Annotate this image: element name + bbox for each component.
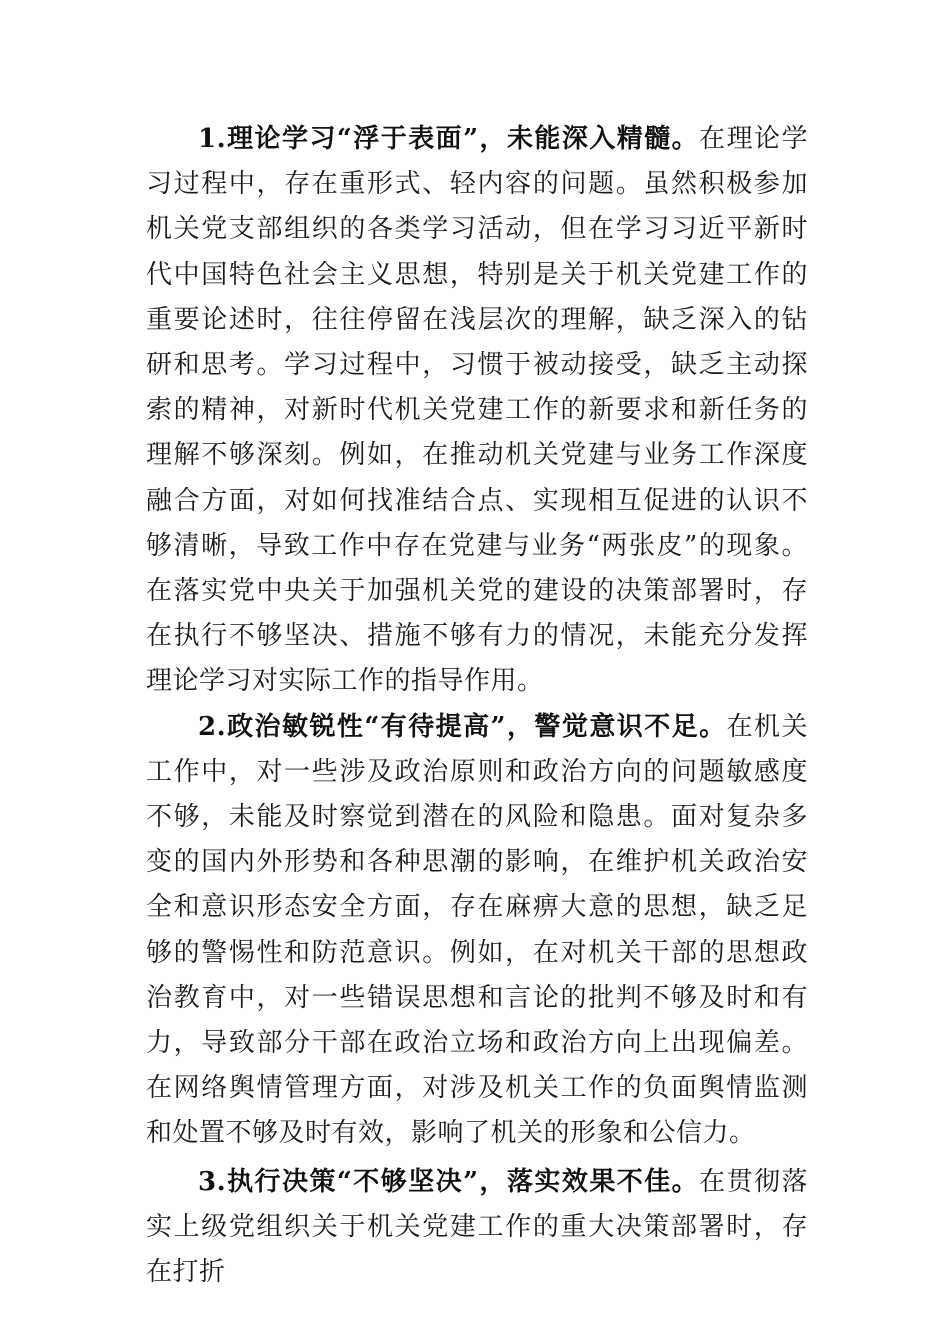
paragraph-2 xyxy=(146,705,808,1157)
paragraph-2-text: 在机关工作中，对一些涉及政治原则和政治方向的问题敏感度不够，未能及时察觉到潜在的风险和隐患。面对复杂多变的国内外形势和各种思潮的影响，在维护机关政治安全和意识形态安全方面，存在麻痹大意的思想，缺乏足够的警惕性和防范意识。例如，在对机关干部的思想政治教育中，对一些错误思想和言论的批判不够及时和有力，导致部分干部在政治立场和政治方向上出现偏差。在网络舆情管理方面，对涉及机关工作的负面舆情监测和处置不够及时有效，影响了机关的形象和公信力。 xyxy=(146,711,808,1149)
paragraph-3-heading: 3.执行决策“不够坚决”，落实效果不佳。 xyxy=(198,1166,700,1197)
paragraph-1-heading: 1.理论学习“浮于表面”，未能深入精髓。 xyxy=(198,124,700,154)
paragraph-1-text: 在理论学习过程中，存在重形式、轻内容的问题。虽然积极参加机关党支部组织的各类学习活动，但在学习习近平新时代中国特色社会主义思想，特别是关于机关党建工作的重要论述时，往往停留在浅层次的理解，缺乏深入的钻研和思考。学习过程中，习惯于被动接受，缺乏主动探索的精神，对新时代机关党建工作的新要求和新任务的理解不够深刻。例如，在推动机关党建与业务工作深度融合方面，对如何找准结合点、实现相互促进的认识不够清晰，导致工作中存在党建与业务“两张皮”的现象。在落实党中央关于加强机关党的建设的决策部署时，存在执行不够坚决、措施不够有力的情况，未能充分发挥理论学习对实际工作的指导作用。 xyxy=(146,124,808,697)
paragraph-3 xyxy=(146,1160,808,1296)
paragraph-1 xyxy=(146,117,808,705)
paragraph-2-heading: 2.政治敏锐性“有待提高”，警觉意识不足。 xyxy=(198,711,727,742)
document-body xyxy=(146,117,808,1295)
paragraph-3-text: 在贯彻落实上级党组织关于机关党建工作的重大决策部署时，存在打折 xyxy=(146,1166,808,1288)
